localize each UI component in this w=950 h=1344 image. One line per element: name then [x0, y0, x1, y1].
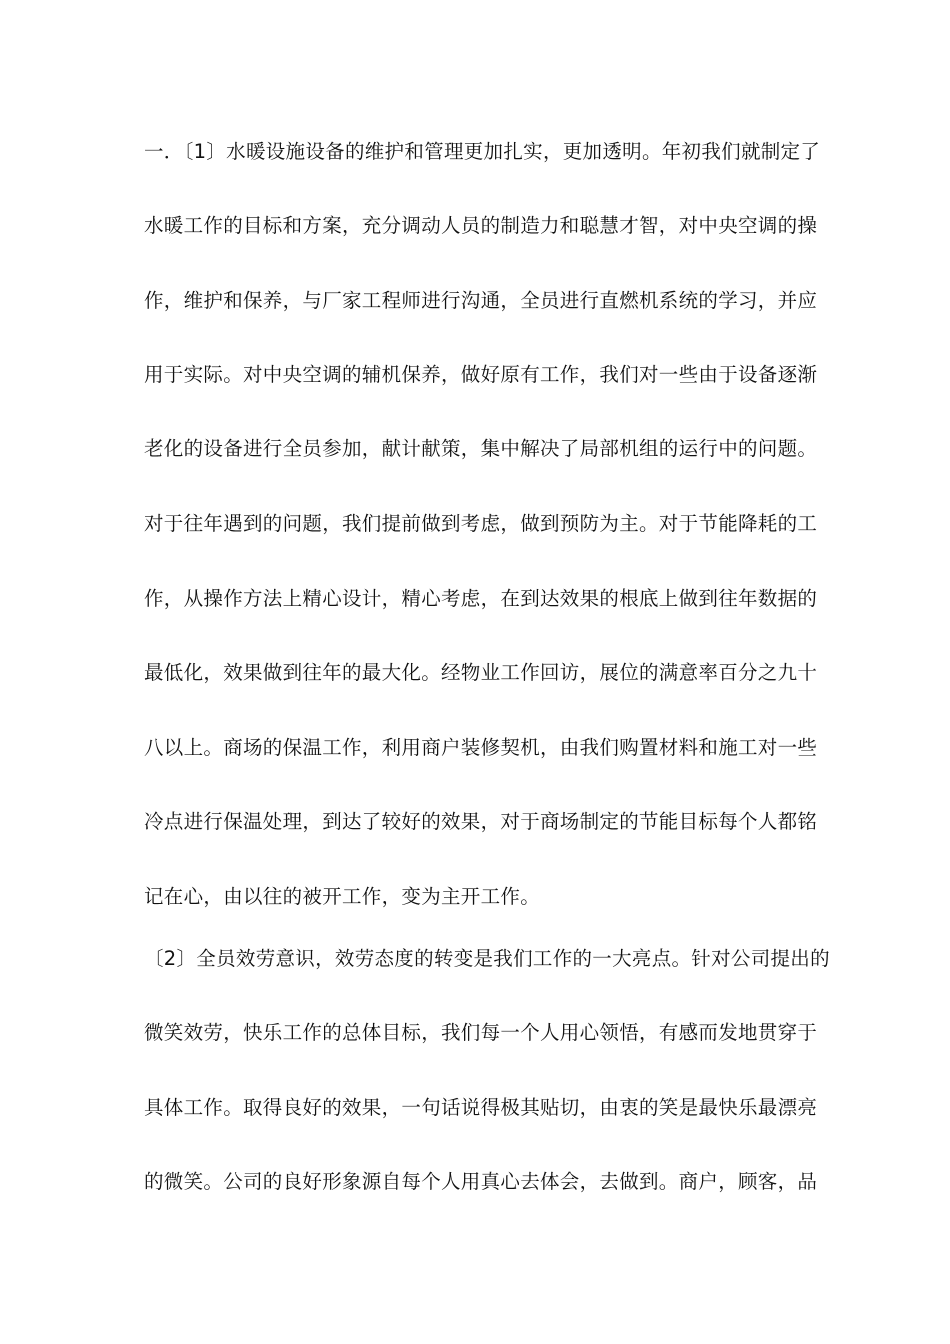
paragraph-line: 记在心，由以往的被开工作，变为主开工作。 [144, 885, 541, 908]
paragraph-line: 冷点进行保温处理，到达了较好的效果，对于商场制定的节能目标每个人都铭 [144, 810, 818, 833]
paragraph-line: 一．〔1〕水暖设施设备的维护和管理更加扎实，更加透明。年初我们就制定了 [144, 140, 821, 163]
paragraph-line: 微笑效劳，快乐工作的总体目标，我们每一个人用心领悟，有感而发地贯穿于 [144, 1021, 818, 1044]
paragraph-line: 用于实际。对中央空调的辅机保养，做好原有工作，我们对一些由于设备逐渐 [144, 363, 818, 386]
paragraph-line: 老化的设备进行全员参加，献计献策，集中解决了局部机组的运行中的问题。 [144, 437, 818, 460]
paragraph-line: 作，维护和保养，与厂家工程师进行沟通，全员进行直燃机系统的学习，并应 [144, 289, 818, 312]
paragraph-line: 的微笑。公司的良好形象源自每个人用真心去体会，去做到。商户，顾客，品 [144, 1170, 818, 1193]
paragraph-line: 八以上。商场的保温工作，利用商户装修契机，由我们购置材料和施工对一些 [144, 736, 818, 759]
paragraph-line: 具体工作。取得良好的效果，一句话说得极其贴切，由衷的笑是最快乐最漂亮 [144, 1096, 818, 1119]
paragraph-line: 对于往年遇到的问题，我们提前做到考虑，做到预防为主。对于节能降耗的工 [144, 512, 818, 535]
paragraph-line: 最低化，效果做到往年的最大化。经物业工作回访，展位的满意率百分之九十 [144, 661, 818, 684]
paragraph-line: 〔2〕全员效劳意识，效劳态度的转变是我们工作的一大亮点。针对公司提出的 [144, 947, 830, 970]
paragraph-line: 水暖工作的目标和方案，充分调动人员的制造力和聪慧才智，对中央空调的操 [144, 214, 818, 237]
paragraph-line: 作，从操作方法上精心设计，精心考虑，在到达效果的根底上做到往年数据的 [144, 587, 818, 610]
